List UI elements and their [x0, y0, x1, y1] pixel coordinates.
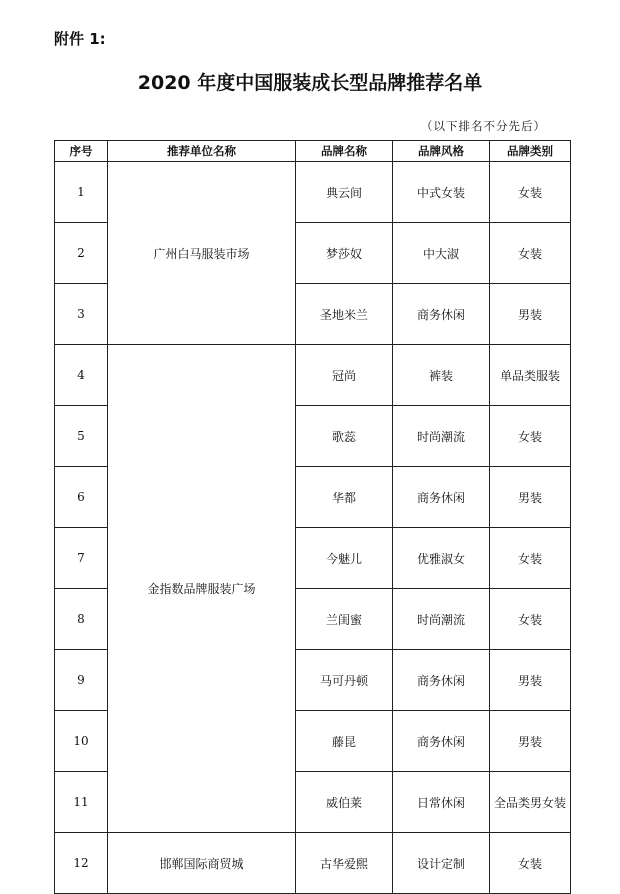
- brand-style: 商务休闲: [393, 650, 490, 711]
- attachment-label: 附件 1:: [54, 30, 106, 48]
- brand-category: 全品类男女装: [490, 772, 571, 833]
- brand-name: 典云间: [296, 162, 393, 223]
- brand-category: 男装: [490, 467, 571, 528]
- row-index: 1: [55, 162, 108, 223]
- brand-category: 男装: [490, 284, 571, 345]
- brand-name: 兰闺蜜: [296, 589, 393, 650]
- brand-name: 威伯莱: [296, 772, 393, 833]
- header-category: 品牌类别: [490, 141, 571, 162]
- row-index: 2: [55, 223, 108, 284]
- brand-style: 商务休闲: [393, 711, 490, 772]
- brand-name: 梦莎奴: [296, 223, 393, 284]
- brand-category: 单品类服装: [490, 345, 571, 406]
- table-row: [55, 345, 571, 406]
- ranking-note: （以下排名不分先后）: [421, 119, 546, 133]
- table-row: [55, 162, 571, 223]
- table-header-row: [55, 141, 571, 162]
- brand-category: 女装: [490, 833, 571, 894]
- brand-name: 圣地米兰: [296, 284, 393, 345]
- brand-table: [54, 140, 571, 894]
- row-index: 3: [55, 284, 108, 345]
- brand-category: 女装: [490, 589, 571, 650]
- brand-name: 华都: [296, 467, 393, 528]
- unit-name: 广州白马服装市场: [108, 162, 296, 345]
- brand-style: 商务休闲: [393, 284, 490, 345]
- brand-category: 男装: [490, 711, 571, 772]
- row-index: 5: [55, 406, 108, 467]
- brand-style: 商务休闲: [393, 467, 490, 528]
- brand-style: 时尚潮流: [393, 589, 490, 650]
- brand-category: 女装: [490, 223, 571, 284]
- brand-name: 藤昆: [296, 711, 393, 772]
- brand-name: 冠尚: [296, 345, 393, 406]
- row-index: 6: [55, 467, 108, 528]
- brand-category: 女装: [490, 162, 571, 223]
- table-row: [55, 833, 571, 894]
- brand-style: 裤装: [393, 345, 490, 406]
- brand-style: 中大淑: [393, 223, 490, 284]
- unit-name: 邯郸国际商贸城: [108, 833, 296, 894]
- brand-style: 日常休闲: [393, 772, 490, 833]
- brand-style: 时尚潮流: [393, 406, 490, 467]
- header-style: 品牌风格: [393, 141, 490, 162]
- brand-category: 女装: [490, 406, 571, 467]
- brand-style: 设计定制: [393, 833, 490, 894]
- unit-name: 金指数品牌服装广场: [108, 345, 296, 833]
- header-unit: 推荐单位名称: [108, 141, 296, 162]
- row-index: 11: [55, 772, 108, 833]
- brand-name: 古华爱熙: [296, 833, 393, 894]
- row-index: 12: [55, 833, 108, 894]
- page-title: 2020 年度中国服装成长型品牌推荐名单: [137, 72, 483, 94]
- row-index: 9: [55, 650, 108, 711]
- brand-style: 中式女装: [393, 162, 490, 223]
- brand-name: 歌蕊: [296, 406, 393, 467]
- brand-category: 男装: [490, 650, 571, 711]
- header-brand: 品牌名称: [296, 141, 393, 162]
- row-index: 7: [55, 528, 108, 589]
- row-index: 4: [55, 345, 108, 406]
- row-index: 10: [55, 711, 108, 772]
- brand-category: 女装: [490, 528, 571, 589]
- brand-style: 优雅淑女: [393, 528, 490, 589]
- header-index: 序号: [55, 141, 108, 162]
- row-index: 8: [55, 589, 108, 650]
- brand-name: 今魅儿: [296, 528, 393, 589]
- brand-name: 马可丹顿: [296, 650, 393, 711]
